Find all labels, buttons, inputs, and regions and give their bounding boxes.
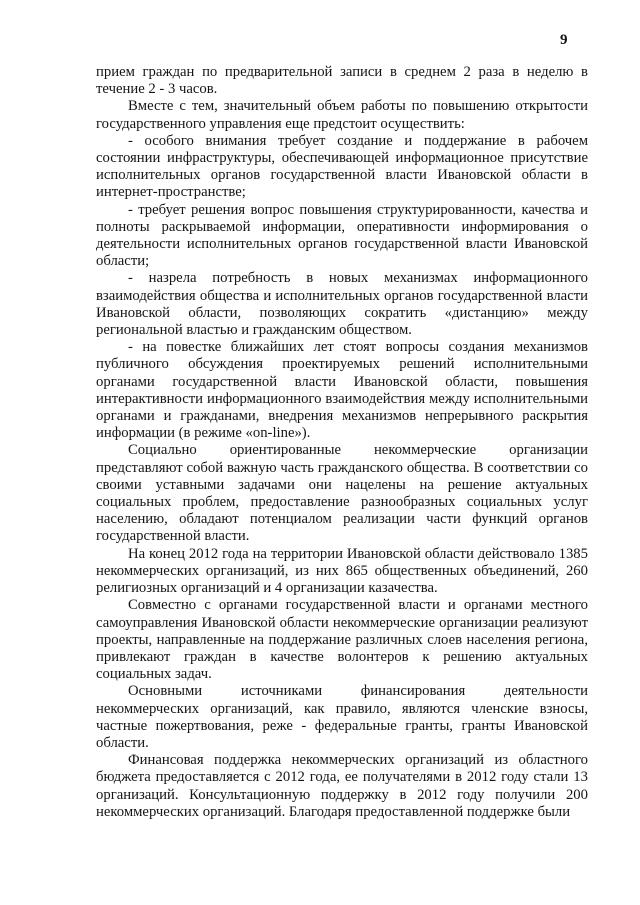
- paragraph-8: На конец 2012 года на территории Ивановской области действовало 1385 некоммерческих организаций, из них 865 общественных объединений, 260 религиозных организаций и 4 организации казачества.: [96, 545, 588, 597]
- paragraph-11: Финансовая поддержка некоммерческих организаций из областного бюджета предоставляется с 2012 года, ее получателями в 2012 году стали 13 организаций. Консультационную поддержку в 2012 году получили 200 некоммерческих организаций. Благодаря предоставленной поддержке были: [96, 752, 588, 820]
- paragraph-7: Социально ориентированные некоммерческие организации представляют собой важную часть гражданского общества. В соответствии со своими уставными задачами они нацелены на решение актуальных социальных проблем, предоставление разнообразных социальных услуг населению, обладают потенциалом реализации части функций органов государственной власти.: [96, 442, 588, 545]
- paragraph-5: - назрела потребность в новых механизмах информационного взаимодействия общества и исполнительных органов государственной власти Ивановской области, позволяющих сократить «дистанцию» между региональной властью и гражданским обществом.: [96, 270, 588, 339]
- paragraph-1: прием граждан по предварительной записи в среднем 2 раза в неделю в течение 2 - 3 часов.: [96, 64, 588, 98]
- paragraph-6: - на повестке ближайших лет стоят вопросы создания механизмов публичного обсуждения проектируемых решений исполнительными органами государственной власти Ивановской области, повышения интерактивности информационного взаимодействия между исполнительными органами и гражданами, внедрения механизмов непрерывного раскрытия информации (в режиме «on-line»).: [96, 339, 588, 442]
- paragraph-4: - требует решения вопрос повышения структурированности, качества и полноты раскрываемой информации, оперативности информирования о деятельности исполнительных органов государственной власти Ивановской области;: [96, 201, 588, 270]
- paragraph-3: - особого внимания требует создание и поддержание в рабочем состоянии инфраструктуры, обеспечивающей информационное присутствие исполнительных органов государственной власти Ивановской области в интернет-пространстве;: [96, 132, 588, 201]
- page-number: 9: [560, 32, 568, 48]
- paragraph-9: Совместно с органами государственной власти и органами местного самоуправления Ивановской области некоммерческие организации реализуют проекты, направленные на поддержание различных слоев населения региона, привлекают граждан в качестве волонтеров к решению актуальных социальных задач.: [96, 597, 588, 683]
- document-body: [96, 64, 588, 821]
- paragraph-10: Основными источниками финансирования деятельности некоммерческих организаций, как правило, являются членские взносы, частные пожертвования, реже - федеральные гранты, гранты Ивановской области.: [96, 683, 588, 751]
- paragraph-2: Вместе с тем, значительный объем работы по повышению открытости государственного управления еще предстоит осуществить:: [96, 98, 588, 132]
